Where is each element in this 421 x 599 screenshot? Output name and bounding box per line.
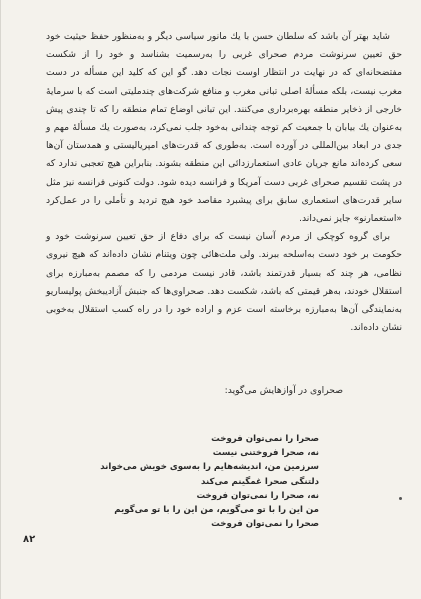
song-line: نه، صحرا را نمی‌توان فروخت [196, 490, 319, 501]
song-verse [59, 432, 319, 531]
song-line: دلتنگی صحرا غمگینم می‌کند [201, 476, 319, 487]
body-text [46, 28, 402, 337]
song-line: صحرا را نمی‌توان فروخت [211, 519, 319, 530]
paragraph-2: برای گروه کوچکی از مردم آسان نیست که برای دفاع از حق تعیین سرنوشت خود و حکومت بر خود دست به‌اسلحه ببرند. ولی ملت‌هائی چون ویتنام نشان داده‌اند که هیچ نیروی نظامی، هر چند که بسیار قدرتمند باشد، قادر نیست مردمی را که مصمم به‌مبارزه برای استقلال خودند، به‌هر قیمتی که باشد، شکست دهد. صحراوی‌ها که جنبش آزادیبخش پولیساریو به‌نمایندگی آن‌ها به‌مبارزه برخاسته است عزم و اراده خود را در راه کسب استقلال به‌خوبی نشان داده‌اند. [46, 231, 402, 334]
song-line: من این را با تو می‌گویم، من این را با تو می‌گویم [114, 505, 319, 516]
song-line: سرزمین من، اندیشه‌هایم را به‌سوی خویش می‌خواند [100, 462, 319, 473]
margin-mark [399, 497, 402, 500]
song-line: نه، صحرا فروختنی نیست [212, 448, 319, 459]
paragraph-1: شاید بهتر آن باشد که سلطان حسن با یك مانور سیاسی دیگر و به‌منظور حفظ حیثیت خود حق تعیین سرنوشت مردم صحرای غربی را به‌رسمیت بشناسد و خود را از شکست مفتضحانه‌ای که در نهایت در انتظار اوست نجات دهد. گو این که کلید این مسأله در دست مغرب نیست، بلکه مسألهٔ اصلی تبانی مغرب و منافع شرکت‌های چندملیتی است که با سرمایهٔ خارجی از ذخایر منطقه بهره‌برداری می‌کنند. این تبانی اوضاع تمام منطقه را که تا چندی پیش به‌عنوان یك بیابان با جمعیت کم توجه چندانی به‌خود جلب نمی‌کرد، به‌صورت یك مسألهٔ مهم و جدی در ابعاد بین‌المللی در آورده است. به‌طوری که قدرت‌های امپریالیستی و همدستان آن‌ها سعی کرده‌اند مانع جریان عادی استعمارزدائی این منطقه بشوند. بنابراین هیچ تعجبی ندارد که در پشت تقسیم صحرای غربی دست آمریکا و فرانسه دیده شود. دولت کنونی فرانسه نیز مثل سایر قدرت‌های استعماری سابق برای پیشبرد مقاصد خود هیچ تردید و تأملی را در عمل‌کرد «استعمارنو» جایز نمی‌داند. [46, 31, 402, 225]
page-number: ۸۲ [23, 534, 36, 545]
song-introduction: صحراوی در آوازهایش می‌گوید: [224, 385, 343, 396]
song-line: صحرا را نمی‌توان فروخت [211, 434, 319, 444]
